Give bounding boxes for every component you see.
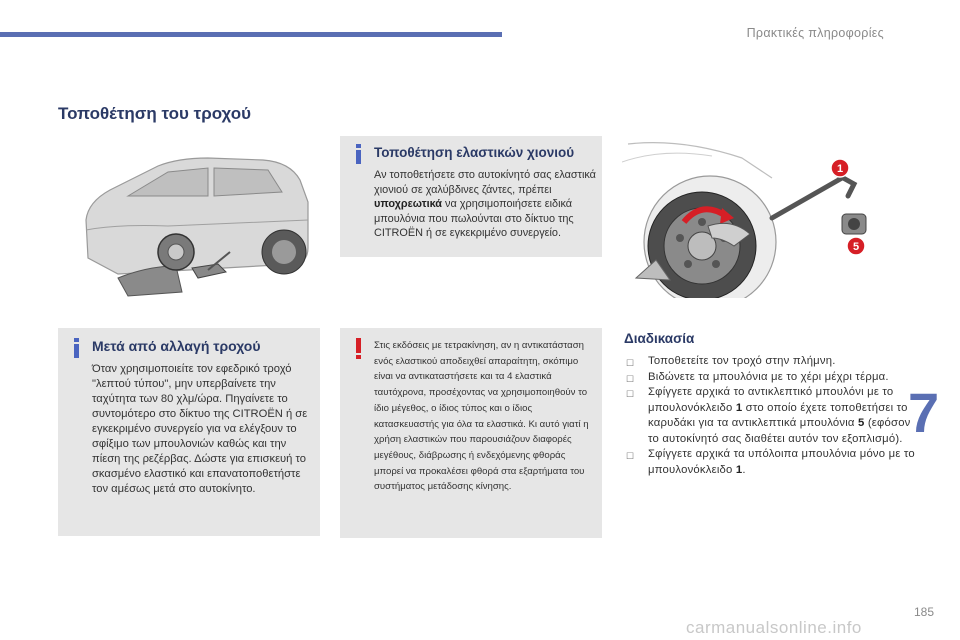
- section-title: Πρακτικές πληροφορίες: [746, 26, 884, 40]
- after-wheel-change-text: Όταν χρησιμοποιείτε τον εφεδρικό τροχό "λεπτού τύπου", μην υπερβαίνετε την ταχύτητα των 80 χλμ/ώρα. Πηγαίνετε το συντομότερο στο δίκτυο της CITROËN ή σε εγκεκριμένο συνεργείο για να ελέγξουν το σφίξιμο των μπουλονιών καθώς και την πίεση της ρεζέρβας. Δώστε για επισκευή το σκασμένο ελαστικό και επανατοποθετήστε τον αμέσως μετά στο αυτοκίνητο.: [92, 363, 308, 495]
- checkbox-bullet-icon: ☐: [626, 358, 635, 368]
- snow-tires-text-part-2: να χρησιμοποιήσετε ειδικά μπουλόνια που πωλούνται στο δίκτυο της CITROËN ή σε εγκεκριμένο συνεργείο.: [374, 198, 574, 240]
- snow-tires-title: Τοποθέτηση ελαστικών χιονιού: [374, 145, 575, 160]
- page-number: 185: [914, 605, 935, 619]
- warning-icon: [356, 338, 361, 360]
- after-wheel-change-box: [58, 328, 320, 536]
- checkbox-bullet-icon: ☐: [626, 373, 635, 384]
- procedure-title: Διαδικασία: [624, 331, 695, 346]
- procedure-step: ☐ Τοποθετείτε τον τροχό στην πλήμνη.: [624, 354, 920, 370]
- snow-tires-text: [374, 168, 596, 241]
- watermark: carmanualsonline.info: [686, 618, 862, 637]
- page-title: Τοποθέτηση του τροχού: [58, 104, 251, 123]
- checkbox-bullet-icon: ☐: [626, 389, 635, 399]
- chapter-number: 7: [908, 381, 940, 444]
- checkbox-bullet-icon: ☐: [626, 451, 635, 461]
- car-wheel-illustration: [58, 140, 320, 300]
- header-accent-bar: [0, 32, 502, 37]
- procedure-steps: [624, 354, 920, 478]
- callout-5: 5: [852, 241, 860, 253]
- snow-tires-text-bold: υποχρεωτικά: [374, 198, 442, 211]
- snow-tires-info-box: [340, 136, 602, 257]
- four-wheel-drive-warning-text: Στις εκδόσεις με τετρακίνηση, αν η αντικατάσταση ενός ελαστικού αποδειχθεί απαραίτητη, σκόπιμο είναι να αντικαταστήσετε και τα 4 ελαστικά ταυτόχρονα, προσέχοντας να χρησιμοποιηθούν το ίδιο μέγεθος, ο ίδιος τύπος και ο ίδιος κατασκευαστής για όλα τα ελαστικά. Κι αυτό γιατί η χρήση ελαστικών που παρουσιάζουν διαφορές μεγέθους, διάβρωσης ή ενδεχόμενης φθοράς μπορεί να προκαλέσει φθορά στα εξαρτήματα του συστήματος μετάδοσης κίνησης.: [374, 340, 589, 493]
- info-icon: [74, 338, 79, 358]
- procedure-step: ☐ Σφίγγετε αρχικά το αντικλεπτικό μπουλόνι με το μπουλονόκλειδο 1 στο οποίο έχετε τοποθετήσει το καρυδάκι για τα αντικλεπτικά μπουλόνια 5 (εφόσον το αυτοκίνητό σας διαθέτει αυτόν τον εξοπλισμό).: [626, 386, 911, 445]
- info-icon: [356, 144, 361, 164]
- procedure-step: ☐ Βιδώνετε τα μπουλόνια με το χέρι μέχρι τέρμα.: [624, 370, 920, 386]
- callout-1: 1: [836, 163, 844, 175]
- snow-tires-text-part-1: Αν τοποθετήσετε στο αυτοκίνητό σας ελαστικά χιονιού σε χαλύβδινες ζάντες, πρέπει: [374, 169, 596, 196]
- wheel-bolt-illustration: [622, 138, 878, 298]
- after-wheel-change-title: Μετά από αλλαγή τροχού: [92, 338, 261, 354]
- procedure-step: ☐ Σφίγγετε αρχικά τα υπόλοιπα μπουλόνια μόνο με το μπουλονόκλειδο 1.: [626, 448, 915, 476]
